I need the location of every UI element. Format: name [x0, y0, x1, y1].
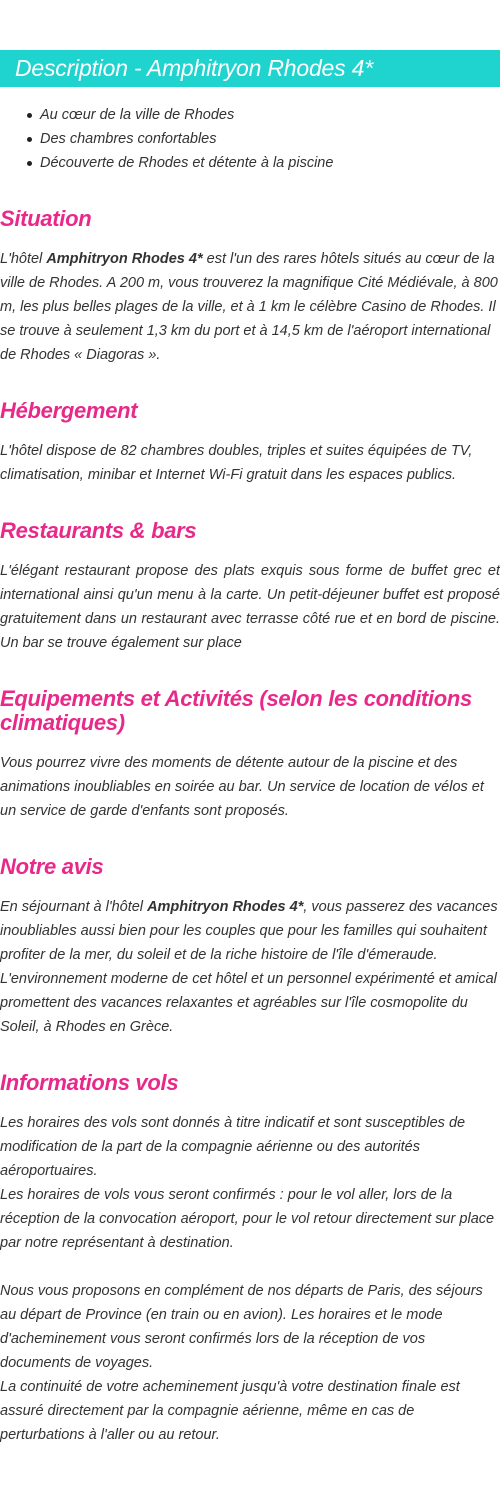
- hotel-name: Amphitryon Rhodes 4*: [147, 899, 304, 915]
- avis-text: En séjournant à l'hôtel Amphitryon Rhodes 4*, vous passerez des vacances inoubliables aussi bien pour les couples que pour les familles qui souhaitent profiter de la mer, du soleil et de la riche histoire de l'île d'émeraude. L'environnement moderne de cet hôtel et un personnel expérimenté et amical promettent des vacances relaxantes et agréables sur l'île cosmopolite du Soleil, à Rhodes en Grèce.: [0, 899, 498, 1035]
- situation-text: L'hôtel Amphitryon Rhodes 4* est l'un des rares hôtels situés au cœur de la ville de Rhodes. A 200 m, vous trouverez la magnifique Cité Médiévale, à 800 m, les plus belles plages de la ville, et à 1 km le célèbre Casino de Rhodes. Il se trouve à seulement 1,3 km du port et à 14,5 km de l'aéroport international de Rhodes « Diagoras ».: [0, 251, 498, 363]
- vols-text-3: Nous vous proposons en complément de nos départs de Paris, des séjours au départ de Province (en train ou en avion). Les horaires et le mode d'acheminement vous seront confirmés lors de la réception de vos documents de voyages.: [0, 1283, 483, 1371]
- section-heading-equipements: Equipements et Activités (selon les conditions climatiques): [0, 686, 472, 735]
- highlights-list: [0, 103, 333, 175]
- title-banner: [0, 50, 500, 87]
- highlight-item: Des chambres confortables: [0, 127, 333, 151]
- hotel-name: Amphitryon Rhodes 4*: [46, 251, 203, 267]
- vols-text-1: Les horaires des vols sont donnés à titre indicatif et sont susceptibles de modification de la part de la compagnie aérienne ou des autorités aéroportuaires.: [0, 1115, 466, 1179]
- section-heading-avis: Notre avis: [0, 854, 104, 879]
- section-heading-hebergement: Hébergement: [0, 398, 138, 423]
- section-heading-vols: Informations vols: [0, 1070, 179, 1095]
- section-heading-restaurants: Restaurants & bars: [0, 518, 197, 543]
- hebergement-text: L'hôtel dispose de 82 chambres doubles, triples et suites équipées de TV, climatisation, minibar et Internet Wi-Fi gratuit dans les espaces publics.: [0, 443, 473, 483]
- page-title: Description - Amphitryon Rhodes 4*: [15, 55, 373, 81]
- highlight-item: Découverte de Rhodes et détente à la piscine: [0, 151, 333, 175]
- restaurants-text: L'élégant restaurant propose des plats exquis sous forme de buffet grec et international ainsi qu'un menu à la carte. Un petit-déjeuner buffet est proposé gratuitement dans un restaurant avec terrasse côté rue et en bord de piscine. Un bar se trouve également sur place: [0, 563, 500, 651]
- vols-text-2: Les horaires de vols vous seront confirmés : pour le vol aller, lors de la réception de la convocation aéroport, pour le vol retour directement sur place par notre représentant à destination.: [0, 1187, 495, 1251]
- section-heading-situation: Situation: [0, 206, 92, 231]
- vols-text-4: La continuité de votre acheminement jusqu'à votre destination finale est assuré directement par la compagnie aérienne, même en cas de perturbations à l'aller ou au retour.: [0, 1379, 460, 1443]
- highlight-item: Au cœur de la ville de Rhodes: [0, 103, 333, 127]
- equipements-text: Vous pourrez vivre des moments de détente autour de la piscine et des animations inoubliables en soirée au bar. Un service de location de vélos et un service de garde d'enfants sont proposés.: [0, 755, 484, 819]
